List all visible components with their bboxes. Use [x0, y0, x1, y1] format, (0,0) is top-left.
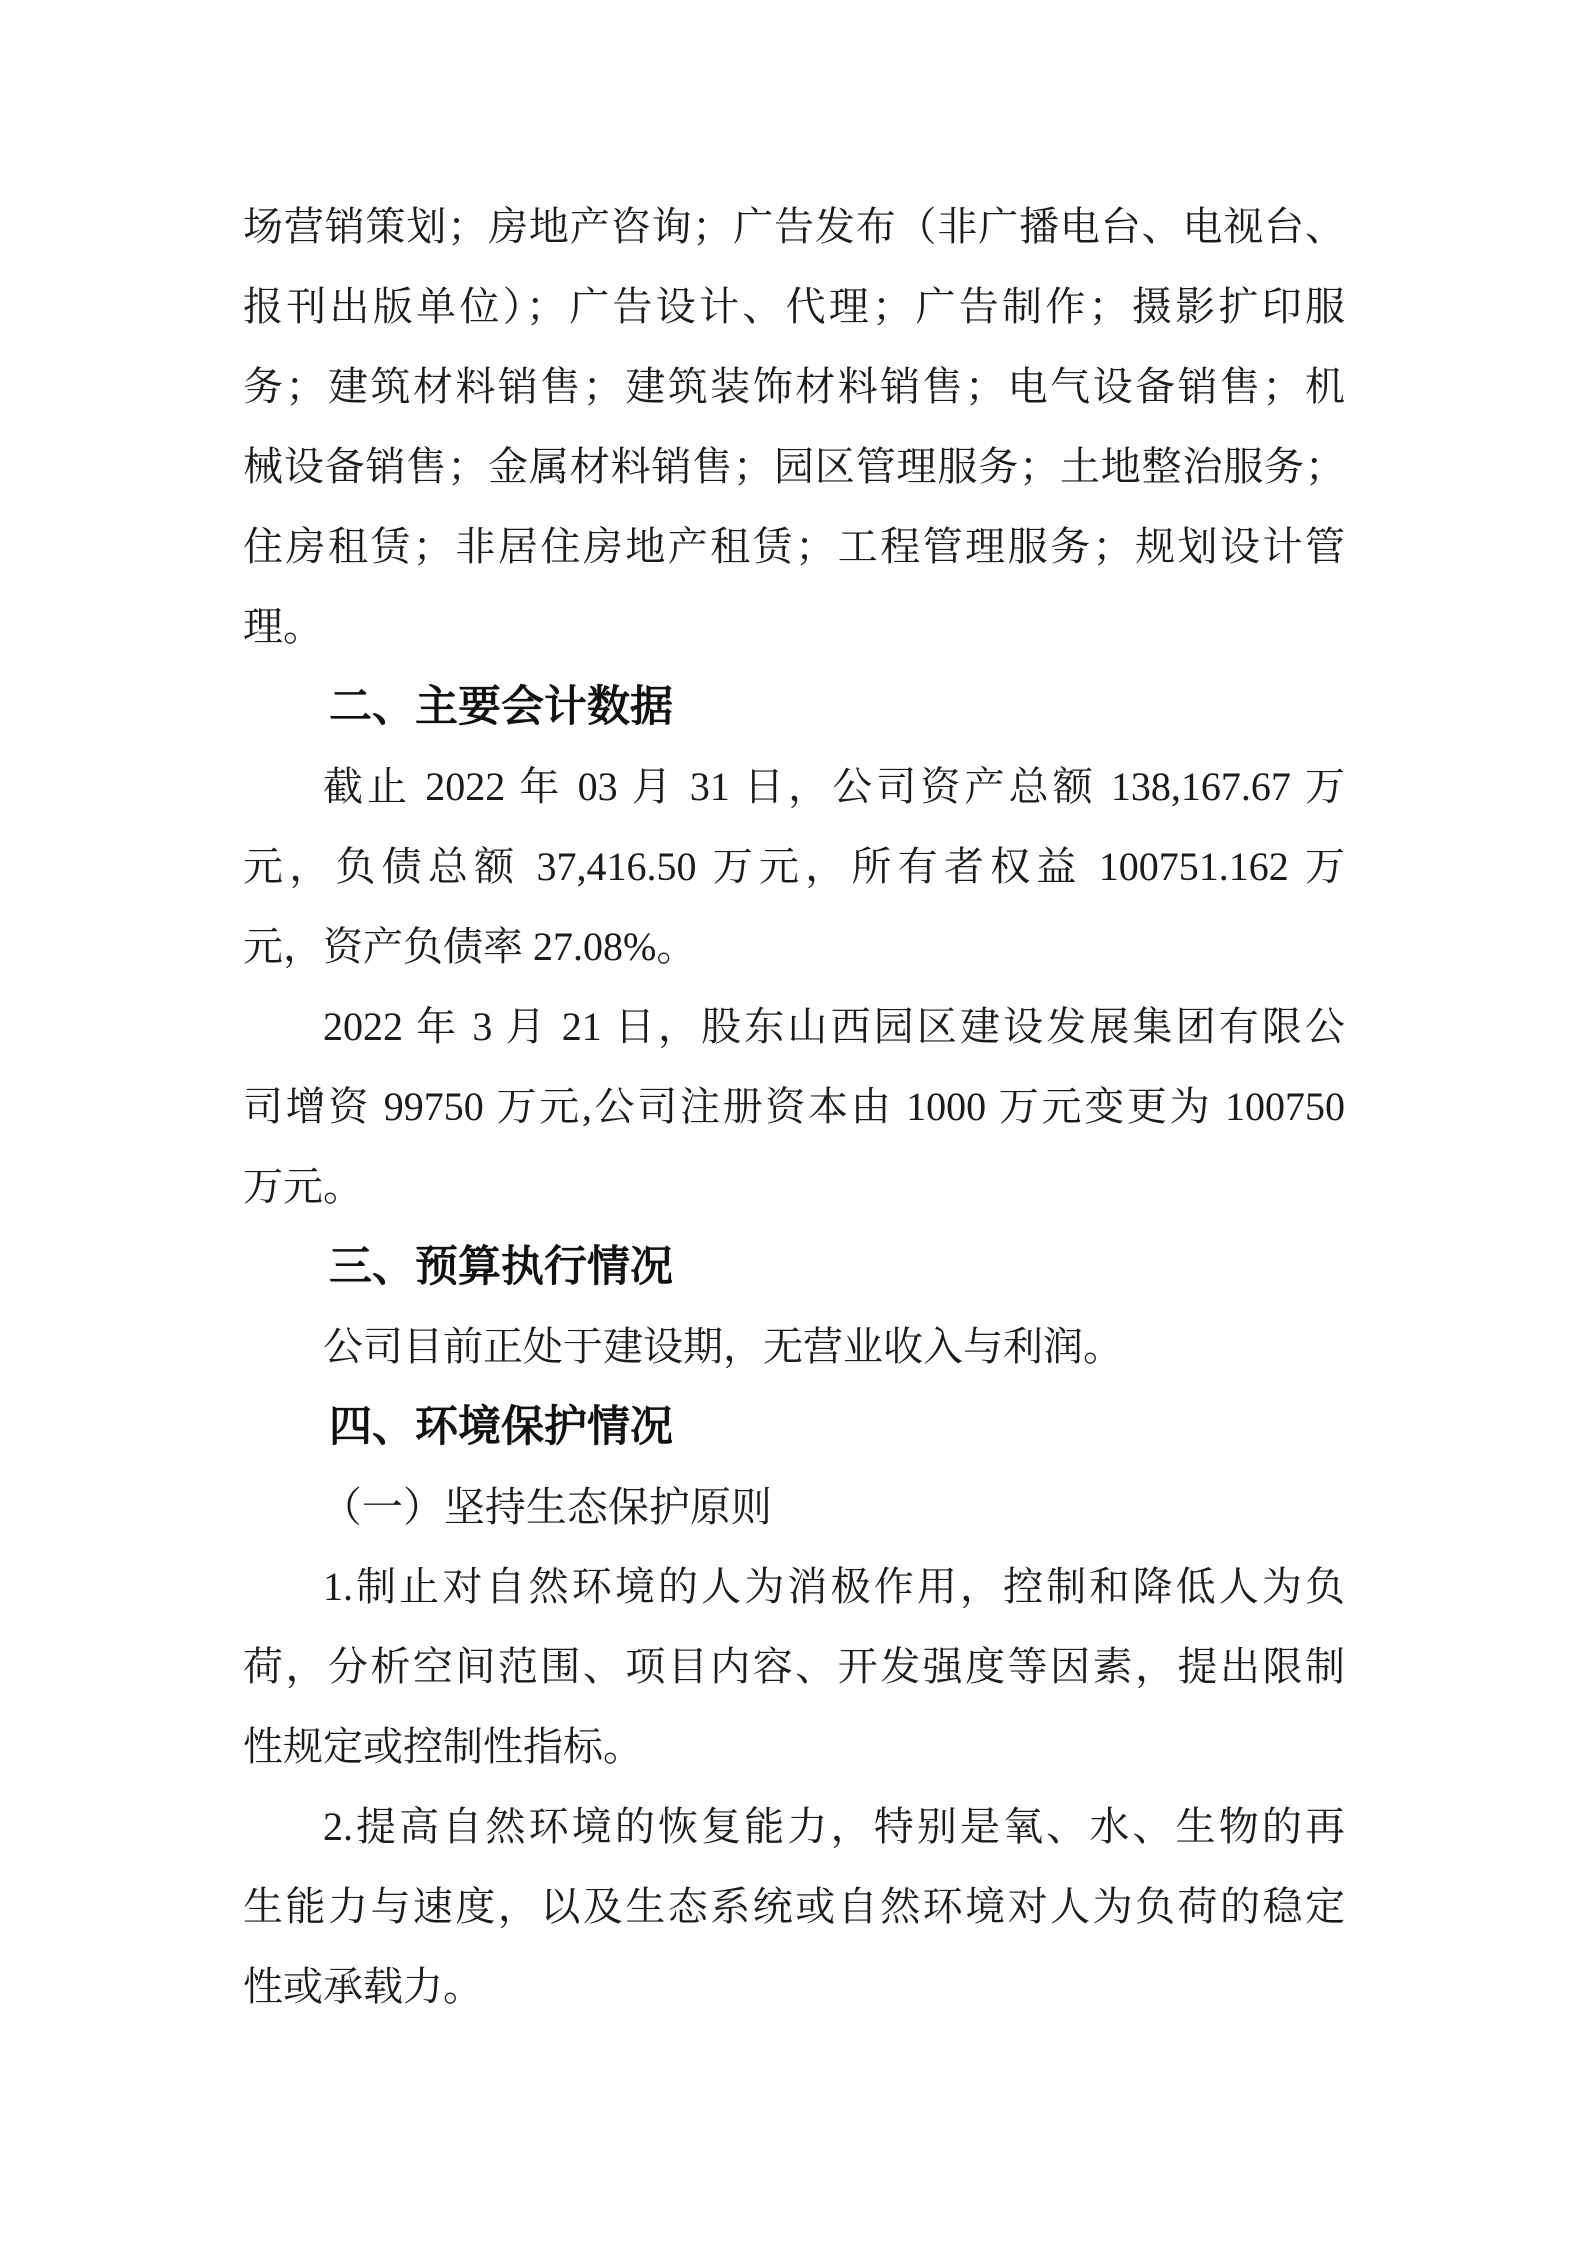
text-line: 场营销策划；房地产咨询；广告发布（非广播电台、电视台、 — [243, 204, 1345, 249]
text-line: 四、环境保护情况 — [329, 1403, 673, 1451]
text-line: 性或承载力。 — [243, 1964, 483, 2009]
text-line: 理。 — [243, 604, 323, 649]
paragraph — [243, 1787, 1345, 2027]
text-line: 械设备销售；金属材料销售；园区管理服务；土地整治服务； — [243, 444, 1345, 489]
text-line: 二、主要会计数据 — [329, 683, 673, 731]
section-heading — [243, 1387, 1345, 1467]
paragraph — [243, 987, 1345, 1227]
paragraph — [243, 747, 1345, 987]
text-line: 报刊出版单位）；广告设计、代理；广告制作；摄影扩印服 — [243, 284, 1345, 329]
text-line: 2022 年 3 月 21 日，股东山西园区建设发展集团有限公 — [323, 1004, 1345, 1049]
paragraph — [243, 1547, 1345, 1787]
text-line: 三、预算执行情况 — [329, 1243, 673, 1291]
section-heading — [243, 1227, 1345, 1307]
text-line: 公司目前正处于建设期，无营业收入与利润。 — [323, 1324, 1123, 1369]
paragraph — [243, 187, 1345, 667]
text-line: 司增资 99750 万元,公司注册资本由 1000 万元变更为 100750 — [243, 1084, 1345, 1129]
sub-section-heading — [243, 1467, 1345, 1547]
text-line: 性规定或控制性指标。 — [243, 1724, 643, 1769]
text-line: 元，资产负债率 27.08%。 — [243, 924, 697, 969]
section-heading — [243, 667, 1345, 747]
text-line: 住房租赁；非居住房地产租赁；工程管理服务；规划设计管 — [243, 524, 1345, 569]
text-line: 截止 2022 年 03 月 31 日，公司资产总额 138,167.67 万 — [323, 764, 1345, 809]
text-line: 荷，分析空间范围、项目内容、开发强度等因素，提出限制 — [243, 1644, 1345, 1689]
text-line: （一）坚持生态保护原则 — [320, 1484, 772, 1530]
text-line: 2.提高自然环境的恢复能力，特别是氧、水、生物的再 — [323, 1804, 1345, 1849]
paragraph — [243, 1307, 1345, 1387]
text-line: 万元。 — [243, 1164, 363, 1209]
text-line: 务；建筑材料销售；建筑装饰材料销售；电气设备销售；机 — [243, 364, 1345, 409]
text-line: 生能力与速度，以及生态系统或自然环境对人为负荷的稳定 — [243, 1884, 1345, 1929]
text-line: 1.制止对自然环境的人为消极作用，控制和降低人为负 — [323, 1564, 1345, 1609]
text-line: 元，负债总额 37,416.50 万元，所有者权益 100751.162 万 — [243, 844, 1345, 889]
